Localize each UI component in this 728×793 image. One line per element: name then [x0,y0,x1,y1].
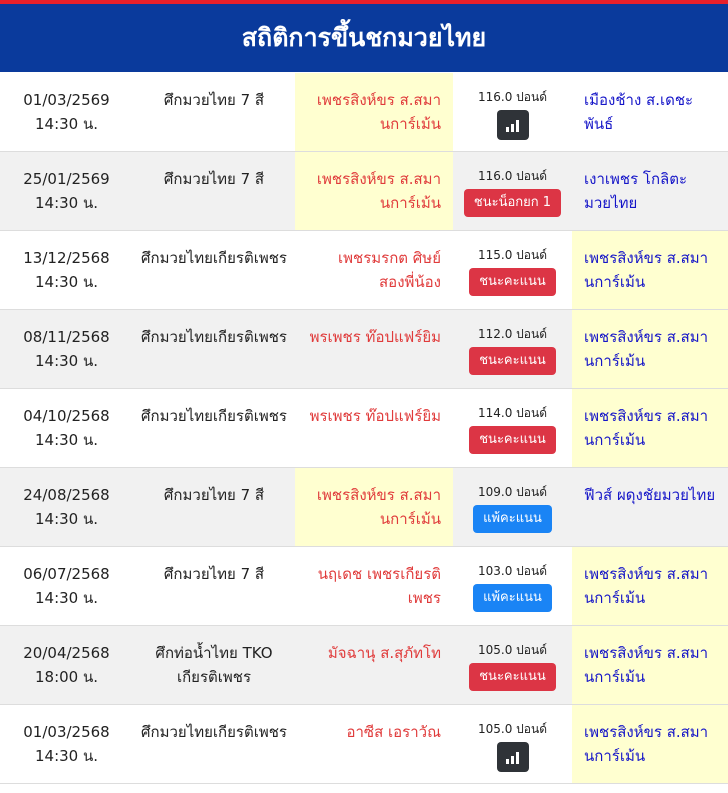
fight-result [453,468,572,546]
right-fighter[interactable]: เพชรสิงห์ขร ส.สมานการ์เม้น [572,705,728,783]
fight-result [453,389,572,467]
page-title: สถิติการขึ้นชกมวยไทย [241,23,487,52]
result-badge: ชนะน็อกยก 1 [464,189,561,217]
fight-time: 14:30 น. [34,431,99,449]
event-name: ศึกมวยไทย 7 สี [163,565,265,583]
right-fighter[interactable]: เพชรสิงห์ขร ส.สมานการ์เม้น [572,231,728,309]
left-fighter[interactable]: อาซีส เอราวัณ [346,723,441,741]
event-name: ศึกมวยไทย 7 สี [163,91,265,109]
left-fighter[interactable]: เพชรมรกต ศิษย์สองพี่น้อง [338,249,441,291]
fight-row [0,73,728,152]
weight-label: 116.0 ปอนด์ [478,169,547,183]
right-fighter[interactable]: ฟีวส์ ผดุงชัยมวยไทย [584,486,716,504]
fight-date: 01/03/2568 [23,723,110,741]
fight-row [0,231,728,310]
right-fighter[interactable]: เพชรสิงห์ขร ส.สมานการ์เม้น [572,626,728,704]
fight-row [0,152,728,231]
bar-chart-icon [504,117,522,133]
fight-datetime [0,310,133,388]
result-badge: ชนะคะแนน [469,347,556,375]
result-badge: แพ้คะแนน [473,584,552,612]
fight-time: 14:30 น. [34,352,99,370]
fight-result [453,310,572,388]
fight-datetime [0,231,133,309]
fight-date: 20/04/2568 [23,644,110,662]
left-fighter[interactable]: พรเพชร ท๊อปแฟร์ยิม [309,328,441,346]
fight-datetime [0,468,133,546]
right-fighter[interactable]: เงาเพชร โกลิตะมวยไทย [584,170,688,212]
event-name: ศึกมวยไทยเกียรติเพชร [141,328,287,346]
stats-chart-button[interactable] [497,742,529,772]
weight-label: 114.0 ปอนด์ [478,406,547,420]
result-badge: ชนะคะแนน [469,426,556,454]
fight-row [0,468,728,547]
weight-label: 115.0 ปอนด์ [478,248,547,262]
weight-label: 112.0 ปอนด์ [478,327,547,341]
fight-date: 06/07/2568 [23,565,110,583]
fight-row [0,547,728,626]
fight-list [0,72,728,784]
weight-label: 116.0 ปอนด์ [478,90,547,104]
event-name: ศึกมวยไทย 7 สี [163,170,265,188]
page-header [0,4,728,72]
fight-time: 14:30 น. [34,589,99,607]
weight-label: 109.0 ปอนด์ [478,485,547,499]
right-fighter[interactable]: เพชรสิงห์ขร ส.สมานการ์เม้น [572,389,728,467]
fight-date: 24/08/2568 [23,486,110,504]
fight-row [0,705,728,784]
fight-date: 13/12/2568 [23,249,110,267]
stats-chart-button[interactable] [497,110,529,140]
left-fighter[interactable]: นฤเดช เพชรเกียรติเพชร [317,565,441,607]
fight-datetime [0,73,133,151]
fight-time: 14:30 น. [34,194,99,212]
fight-result [453,705,572,783]
result-badge: ชนะคะแนน [469,663,556,691]
event-name: ศึกมวยไทยเกียรติเพชร [141,249,287,267]
fight-datetime [0,626,133,704]
fight-result [453,626,572,704]
event-name: ศึกมวยไทยเกียรติเพชร [141,723,287,741]
fight-datetime [0,152,133,230]
fight-datetime [0,547,133,625]
fight-time: 14:30 น. [34,115,99,133]
event-name: ศึกมวยไทยเกียรติเพชร [141,407,287,425]
fight-date: 08/11/2568 [23,328,110,346]
fight-time: 14:30 น. [34,510,99,528]
fight-row [0,389,728,468]
fight-row [0,310,728,389]
bar-chart-icon [504,749,522,765]
fight-result [453,231,572,309]
fight-date: 04/10/2568 [23,407,110,425]
left-fighter[interactable]: มัจฉานุ ส.สุภัทโท [327,644,441,662]
weight-label: 105.0 ปอนด์ [478,643,547,657]
event-name: ศึกท่อน้ำไทย TKO เกียรติเพชร [155,644,273,686]
fight-row [0,626,728,705]
fight-date: 01/03/2569 [23,91,110,109]
fight-date: 25/01/2569 [23,170,110,188]
left-fighter[interactable]: เพชรสิงห์ขร ส.สมานการ์เม้น [295,73,453,151]
left-fighter[interactable]: เพชรสิงห์ขร ส.สมานการ์เม้น [295,152,453,230]
right-fighter[interactable]: เพชรสิงห์ขร ส.สมานการ์เม้น [572,547,728,625]
weight-label: 103.0 ปอนด์ [478,564,547,578]
weight-label: 105.0 ปอนด์ [478,722,547,736]
event-name: ศึกมวยไทย 7 สี [163,486,265,504]
fight-result [453,152,572,230]
fight-result [453,547,572,625]
fight-datetime [0,389,133,467]
fight-time: 14:30 น. [34,747,99,765]
fight-datetime [0,705,133,783]
fight-result [453,73,572,151]
left-fighter[interactable]: เพชรสิงห์ขร ส.สมานการ์เม้น [295,468,453,546]
right-fighter[interactable]: เพชรสิงห์ขร ส.สมานการ์เม้น [572,310,728,388]
right-fighter[interactable]: เมืองช้าง ส.เดชะพันธ์ [584,91,694,133]
result-badge: ชนะคะแนน [469,268,556,296]
left-fighter[interactable]: พรเพชร ท๊อปแฟร์ยิม [309,407,441,425]
fight-time: 18:00 น. [34,668,99,686]
result-badge: แพ้คะแนน [473,505,552,533]
fight-time: 14:30 น. [34,273,99,291]
